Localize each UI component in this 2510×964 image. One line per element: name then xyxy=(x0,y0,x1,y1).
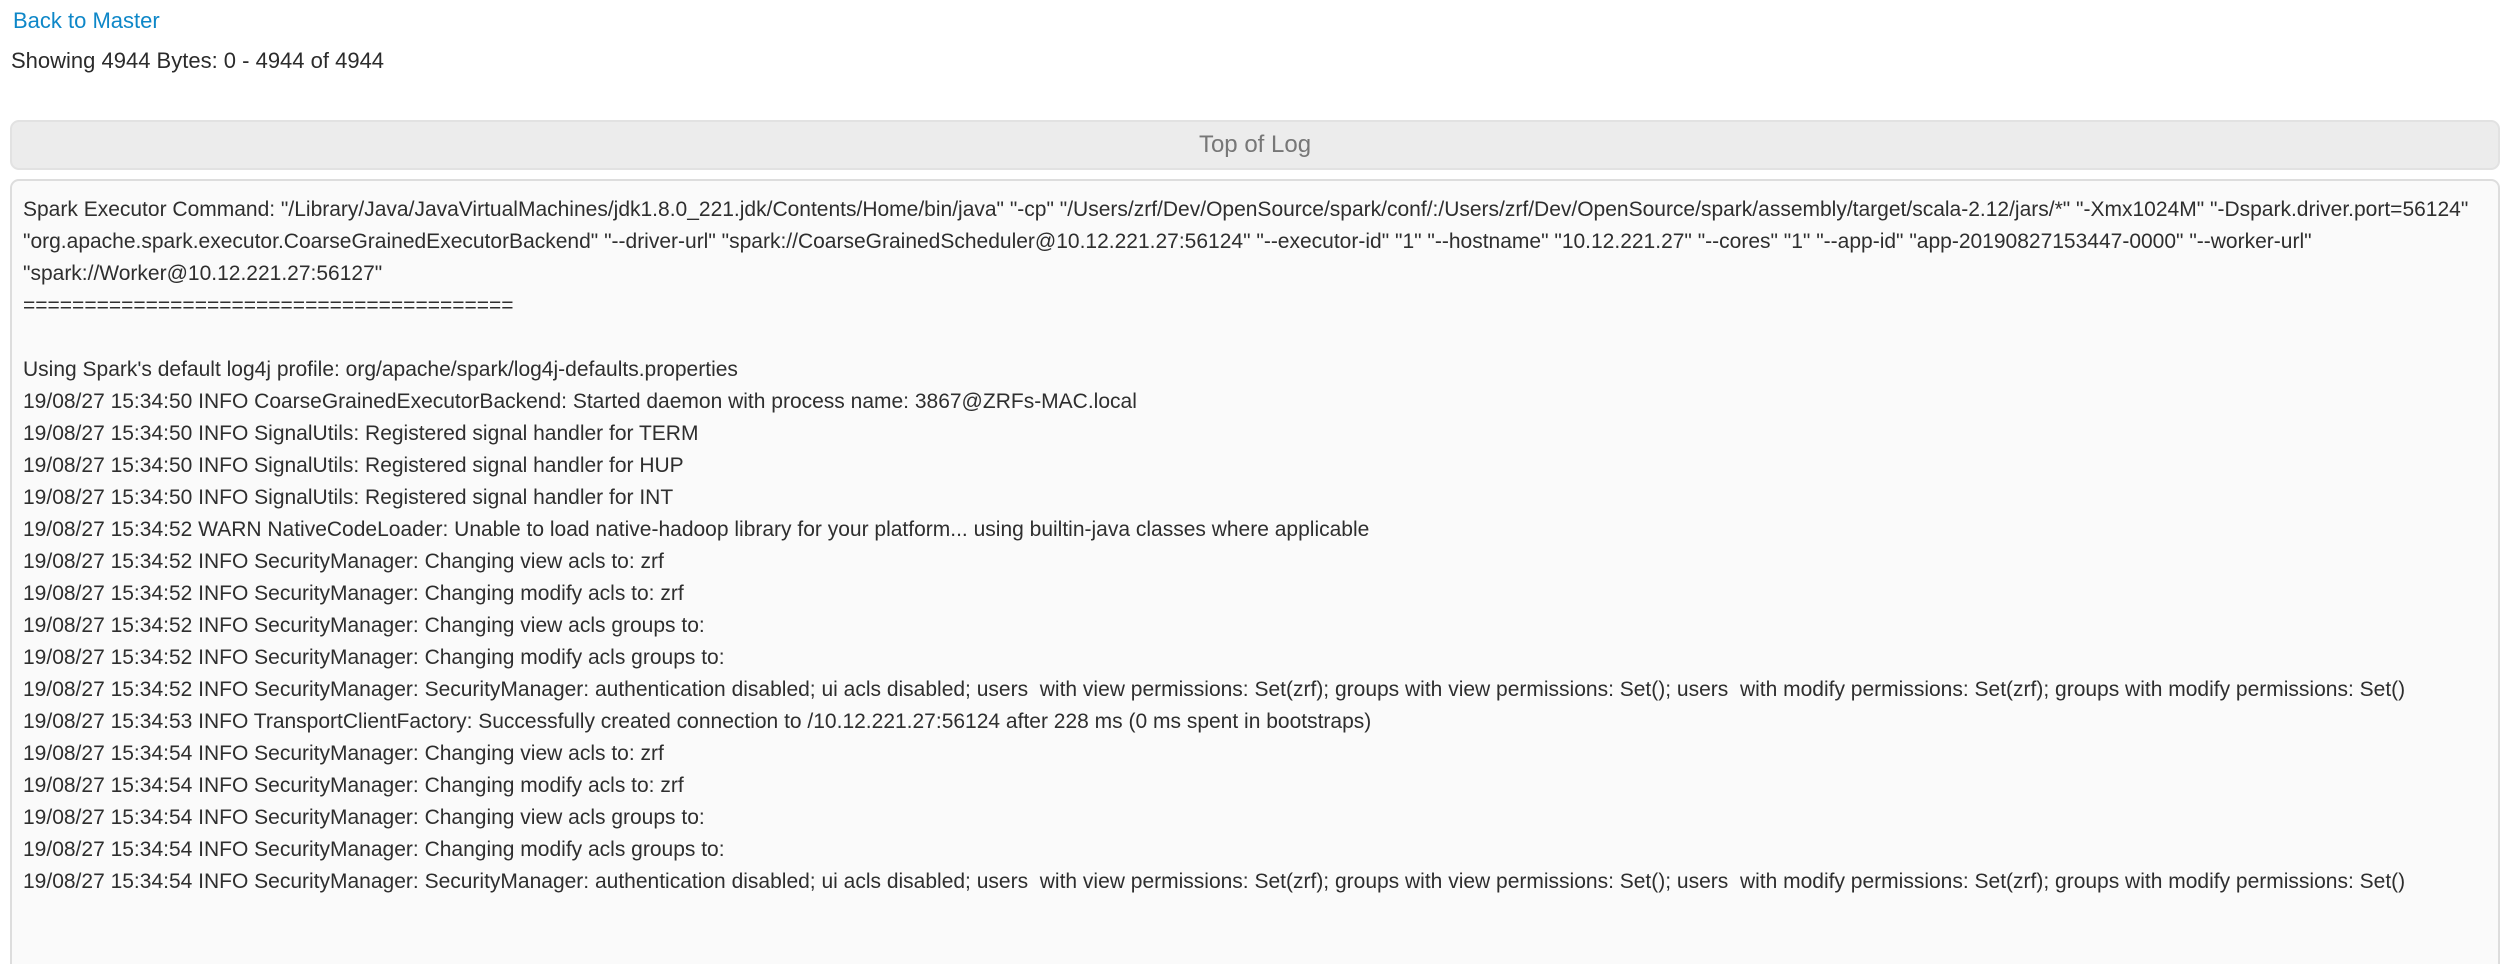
back-to-master-link[interactable]: Back to Master xyxy=(13,8,160,33)
top-of-log-button[interactable] xyxy=(10,120,2500,170)
byte-range-text: Showing 4944 Bytes: 0 - 4944 of 4944 xyxy=(11,48,385,73)
top-of-log-label: Top of Log xyxy=(1198,131,1312,158)
log-scroll-area[interactable] xyxy=(10,179,2500,964)
log-content: Spark Executor Command: "/Library/Java/JavaVirtualMachines/jdk1.8.0_221.jdk/Contents/Home/bin/java" "-cp" "/Users/zrf/Dev/OpenSource/spark/conf/:/Users/zrf/Dev/OpenSource/spark/assembly/target/scala-2.12/jars/*" "-Xmx1024M" "-Dspark.driver.port=56124" "org.apache.spark.executor.CoarseGrainedExecutorBackend" "--driver-url" "spark://CoarseGrainedScheduler@10.12.221.27:56124" "--executor-id" "1" "--hostname" "10.12.221.27" "--cores" "1" "--app-id" "app-20190827153447-0000" "--worker-url" "spark://Worker@10.12.221.27:56127" ======================================== Using Spark's default log4j profile: org/apache/spark/log4j-defaults.properties 19/08/27 15:34:50 INFO CoarseGrainedExecutorBackend: Started daemon with process name: 3867@ZRFs-MAC.local 19/08/27 15:34:50 INFO SignalUtils: Registered signal handler for TERM 19/08/27 15:34:50 INFO SignalUtils: Registered signal handler for HUP 19/08/27 15:34:50 INFO SignalUtils: Registered signal handler for INT 19/08/27 15:34:52 WARN NativeCodeLoader: Unable to load native-hadoop library for your platform... using builtin-java classes where applicable 19/08/27 15:34:52 INFO SecurityManager: Changing view acls to: zrf 19/08/27 15:34:52 INFO SecurityManager: Changing modify acls to: zrf 19/08/27 15:34:52 INFO SecurityManager: Changing view acls groups to: 19/08/27 15:34:52 INFO SecurityManager: Changing modify acls groups to: 19/08/27 15:34:52 INFO SecurityManager: SecurityManager: authentication disabled; ui acls disabled; users with view permissions: Set(zrf); groups with view permissions: Set(); users with modify permissions: Set(zrf); groups with modify permissions: Set() 19/08/27 15:34:53 INFO TransportClientFactory: Successfully created connection to /10.12.221.27:56124 after 228 ms (0 ms spent in bootstraps) 19/08/27 15:34:54 INFO SecurityManager: Changing view acls to: zrf 19/08/27 15:34:54 INFO SecurityManager: Changing modify acls to: zrf 19/08/27 15:34:54 INFO SecurityManager: Changing view acls groups to: 19/08/27 15:34:54 INFO SecurityManager: Changing modify acls groups to: 19/08/27 15:34:54 INFO SecurityManager: SecurityManager: authentication disabled; ui acls disabled; users with view permissions: Set(zrf); groups with view permissions: Set(); users with modify permissions: Set(zrf); groups with modify permissions: Set() xyxy=(23,198,2469,893)
